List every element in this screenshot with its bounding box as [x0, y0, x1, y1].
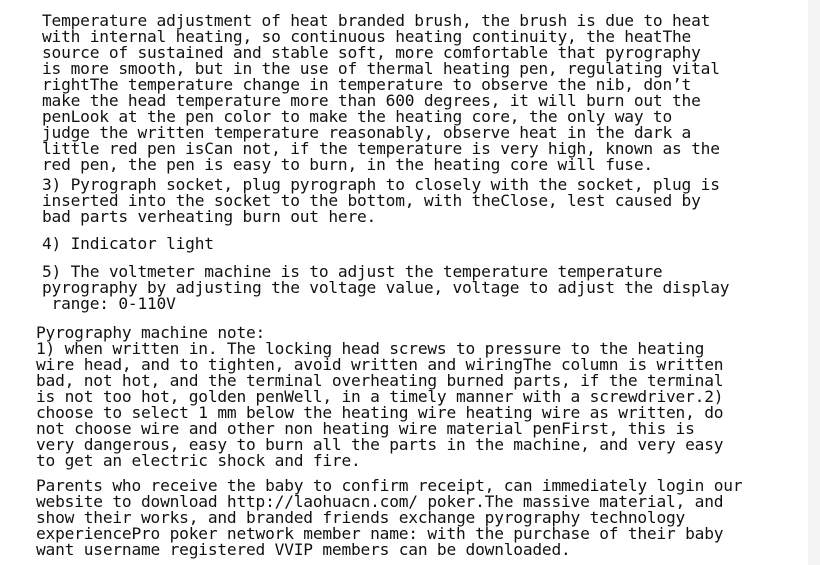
text-line: bad, not hot, and the terminal overheating burned parts, if the terminal: [36, 371, 724, 390]
text-line: want username registered VVIP members can be downloaded.: [36, 540, 571, 559]
text-line: wire head, and to tighten, avoid written and wiringThe column is written: [36, 355, 724, 374]
text-line: 4) Indicator light: [42, 234, 214, 253]
text-line: 1) when written in. The locking head screws to pressure to the heating: [36, 339, 705, 358]
paragraph-parents-receipt: [36, 478, 742, 558]
text-line: source of sustained and stable soft, more comfortable that pyrography: [42, 43, 701, 62]
text-line: make the head temperature more than 600 degrees, it will burn out the: [42, 91, 701, 110]
text-line: is more smooth, but in the use of thermal heating pen, regulating vital: [42, 59, 720, 78]
text-line: penLook at the pen color to make the heating core, the only way to: [42, 107, 673, 126]
text-line: very dangerous, easy to burn all the parts in the machine, and very easy: [36, 435, 724, 454]
text-line: rightThe temperature change in temperature to observe the nib, don’t: [42, 75, 692, 94]
text-line: not choose wire and other non heating wire material penFirst, this is: [36, 419, 695, 438]
text-line: bad parts verheating burn out here.: [42, 207, 377, 226]
text-line: to get an electric shock and fire.: [36, 451, 361, 470]
text-line: 5) The voltmeter machine is to adjust the temperature temperature: [42, 262, 663, 281]
text-line: with internal heating, so continuous heating continuity, the heatThe: [42, 27, 692, 46]
text-line: choose to select 1 mm below the heating wire heating wire as written, do: [36, 403, 724, 422]
text-line: 3) Pyrograph socket, plug pyrograph to closely with the socket, plug is: [42, 175, 720, 194]
page-edge: [808, 0, 820, 565]
text-line: Pyrography machine note:: [36, 323, 266, 342]
text-line: little red pen isCan not, if the temperature is very high, known as the: [42, 139, 720, 158]
text-line: judge the written temperature reasonably, observe heat in the dark a: [42, 123, 692, 142]
paragraph-machine-note: [36, 325, 723, 469]
text-line: Parents who receive the baby to confirm receipt, can immediately login our: [36, 476, 743, 495]
text-line: range: 0-110V: [42, 294, 176, 313]
text-line: website to download http://laohuacn.com/ poker.The massive material, and: [36, 492, 724, 511]
paragraph-voltmeter: [42, 264, 729, 312]
paragraph-indicator-light: [42, 236, 214, 252]
text-line: is not too hot, golden penWell, in a timely manner with a screwdriver.2): [36, 387, 724, 406]
text-line: pyrography by adjusting the voltage value, voltage to adjust the display: [42, 278, 730, 297]
text-line: show their works, and branded friends exchange pyrography technology: [36, 508, 686, 527]
text-line: red pen, the pen is easy to burn, in the heating core will fuse.: [42, 155, 653, 174]
paragraph-pyrograph-socket: [42, 177, 720, 225]
text-line: experiencePro poker network member name: with the purchase of their baby: [36, 524, 724, 543]
text-line: inserted into the socket to the bottom, with theClose, lest caused by: [42, 191, 701, 210]
text-line: Temperature adjustment of heat branded brush, the brush is due to heat: [42, 11, 711, 30]
paragraph-temperature-adjustment: [42, 13, 720, 173]
